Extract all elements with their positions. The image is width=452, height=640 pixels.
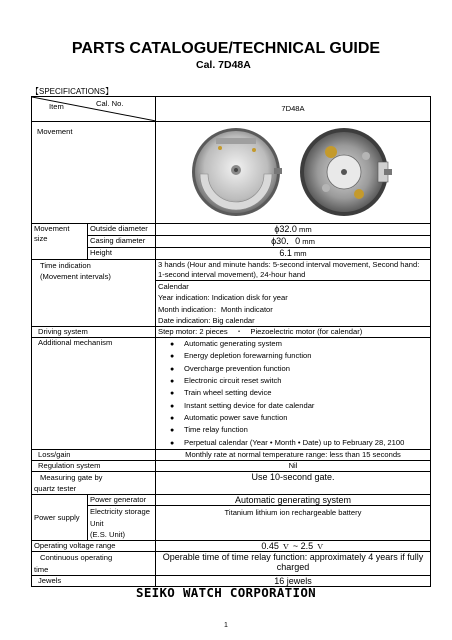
- specifications-label: 【SPECIFICATIONS】: [31, 87, 114, 96]
- bullet-icon: ●: [170, 427, 175, 435]
- movement-images: [156, 122, 431, 220]
- outside-diameter-label: Outside diameter: [88, 224, 156, 236]
- item-cal-header-cell: [32, 97, 156, 122]
- jewels-label: Jewels: [32, 575, 156, 586]
- list-item: ● Time relay function: [170, 424, 428, 436]
- measuring-gate-label: Measuring gate by quartz tester: [32, 471, 156, 495]
- continuous-time-label: Continuous operating time: [32, 552, 156, 576]
- time-indication-value: 3 hands (Hour and minute hands: 5-second interval movement, Second hand: 1-second interval movement), 24-hour hand: [156, 260, 431, 281]
- list-item: ● Train wheel setting device: [170, 387, 428, 399]
- list-item: ● Automatic power save function: [170, 412, 428, 424]
- height-row: [32, 248, 431, 260]
- movement-size-label: Movement size: [32, 224, 88, 260]
- corporation-name: SEIKO WATCH CORPORATION: [136, 585, 316, 600]
- list-item: ● Energy depletion forewarning function: [170, 350, 428, 362]
- height-value: 6.1 mm: [156, 248, 431, 260]
- movement-label: Movement: [32, 122, 156, 224]
- casing-diameter-row: [32, 236, 431, 248]
- measuring-gate-row: [32, 471, 431, 495]
- page-title: PARTS CATALOGUE/TECHNICAL GUIDE: [71, 40, 381, 57]
- power-supply-label: Power supply: [32, 495, 88, 541]
- cal-no-header: Cal. No.: [96, 99, 124, 108]
- list-item: ● Perpetual calendar (Year • Month • Date) up to February 28, 2100: [170, 437, 428, 449]
- bullet-icon: ●: [170, 414, 175, 422]
- page-number: 1: [224, 622, 228, 629]
- continuous-time-value: Operable time of time relay function: approximately 4 years if fully charged: [156, 552, 431, 576]
- power-generator-value: Automatic generating system: [156, 495, 431, 506]
- movement-row: [32, 122, 431, 224]
- bullet-icon: ●: [170, 402, 175, 410]
- power-generator-label: Power generator: [88, 495, 156, 506]
- operating-voltage-row: [32, 541, 431, 552]
- bullet-icon: ●: [170, 439, 175, 447]
- item-header: Item: [49, 102, 64, 111]
- bullet-icon: ●: [170, 341, 175, 349]
- outside-diameter-value: ϕ32.0 mm: [156, 224, 431, 236]
- regulation-system-row: [32, 460, 431, 471]
- list-item: ● Automatic generating system: [170, 338, 428, 350]
- height-label: Height: [88, 248, 156, 260]
- measuring-gate-value: Use 10-second gate.: [156, 471, 431, 495]
- bullet-icon: ●: [170, 353, 175, 361]
- caliber-subtitle: Cal. 7D48A: [196, 59, 251, 71]
- driving-system-value: Step motor: 2 pieces ・ Piezoelectric motor (for calendar): [156, 327, 431, 338]
- time-indication-label: Time indication (Movement intervals): [32, 260, 156, 327]
- loss-gain-label: Loss/gain: [32, 449, 156, 460]
- casing-diameter-value: ϕ30．0 mm: [156, 236, 431, 248]
- specifications-table: [31, 96, 431, 587]
- calendar-value: Calendar Year indication: Indication disk for year Month indication：Month indicator Date indication: Big calendar: [156, 281, 431, 327]
- regulation-system-label: Regulation system: [32, 460, 156, 471]
- loss-gain-row: [32, 449, 431, 460]
- driving-system-label: Driving system: [32, 327, 156, 338]
- continuous-time-row: [32, 552, 431, 576]
- jewels-value: 16 jewels: [156, 575, 431, 586]
- driving-system-row: [32, 327, 431, 338]
- additional-mechanism-list: [156, 338, 431, 450]
- list-item: ● Instant setting device for date calendar: [170, 400, 428, 412]
- bullet-icon: ●: [170, 378, 175, 386]
- list-item: ● Overcharge prevention function: [170, 363, 428, 375]
- movement-front-view: [300, 128, 392, 216]
- loss-gain-value: Monthly rate at normal temperature range: less than 15 seconds: [156, 449, 431, 460]
- additional-mechanism-label: Additional mechanism: [32, 338, 156, 450]
- list-item: ● Electronic circuit reset switch: [170, 375, 428, 387]
- movement-photo-cell: [156, 122, 431, 224]
- outside-diameter-row: [32, 224, 431, 236]
- bullet-icon: ●: [170, 365, 175, 373]
- operating-voltage-value: 0.45 ｖ ~ 2.5 ｖ: [156, 541, 431, 552]
- bullet-icon: ●: [170, 390, 175, 398]
- additional-mechanism-row: [32, 338, 431, 450]
- storage-unit-value: Titanium lithium ion rechargeable battery: [156, 506, 431, 541]
- regulation-system-value: Nil: [156, 460, 431, 471]
- time-indication-row: [32, 260, 431, 281]
- movement-back-view: [192, 128, 282, 216]
- header-row: [32, 97, 431, 122]
- storage-unit-row: [32, 506, 431, 541]
- storage-unit-label: Electricity storage Unit (E.S. Unit): [88, 506, 156, 541]
- power-generator-row: [32, 495, 431, 506]
- caliber-header: 7D48A: [156, 97, 431, 122]
- operating-voltage-label: Operating voltage range: [32, 541, 156, 552]
- casing-diameter-label: Casing diameter: [88, 236, 156, 248]
